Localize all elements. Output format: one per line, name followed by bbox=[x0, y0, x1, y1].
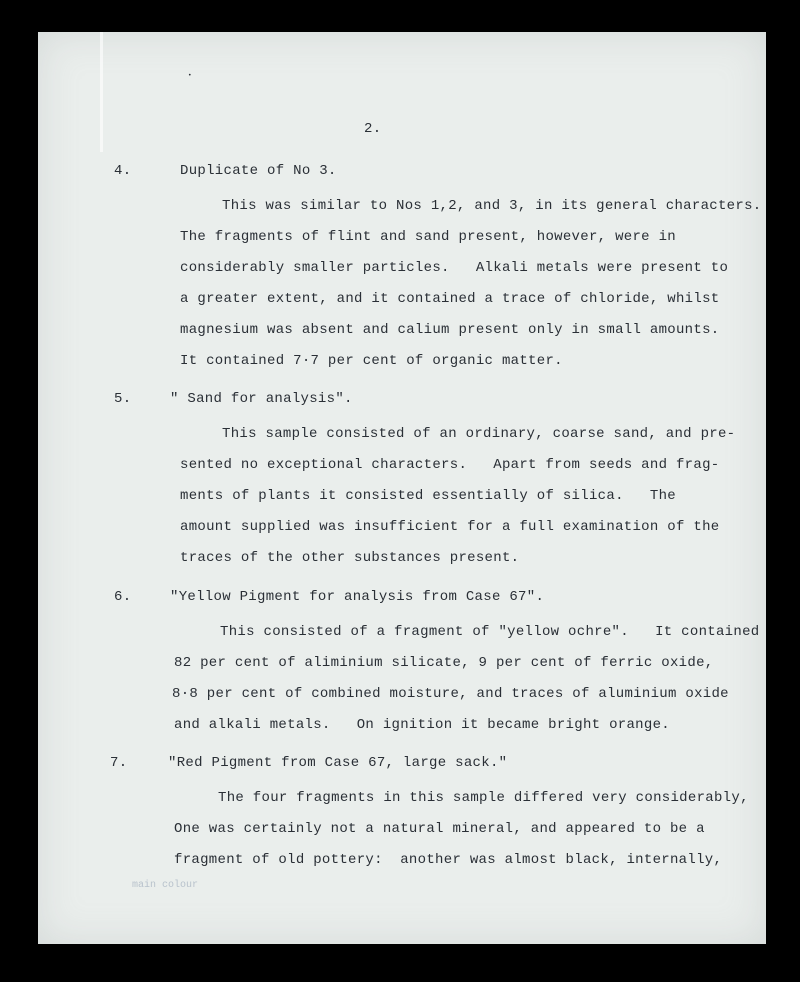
ink-dot: • bbox=[188, 72, 192, 79]
section-4-heading: Duplicate of No 3. bbox=[180, 163, 337, 179]
section-5-number: 5. bbox=[114, 391, 132, 407]
section-7-line: fragment of old pottery: another was almost black, internally, bbox=[174, 852, 723, 868]
section-6-heading: "Yellow Pigment for analysis from Case 67". bbox=[170, 589, 545, 605]
section-4-line: magnesium was absent and calium present only in small amounts. bbox=[180, 322, 720, 338]
section-6-number: 6. bbox=[114, 589, 132, 605]
section-5-line: amount supplied was insufficient for a full examination of the bbox=[180, 519, 720, 535]
section-7-number: 7. bbox=[110, 755, 128, 771]
section-4-line: It contained 7·7 per cent of organic matter. bbox=[180, 353, 563, 369]
page-number: 2. bbox=[364, 121, 382, 137]
section-6-line: 8·8 per cent of combined moisture, and traces of aluminium oxide bbox=[172, 686, 729, 702]
section-4-line: This was similar to Nos 1,2, and 3, in its general characters. bbox=[222, 198, 762, 214]
section-7-heading: "Red Pigment from Case 67, large sack." bbox=[168, 755, 508, 771]
section-6-line: and alkali metals. On ignition it became bright orange. bbox=[174, 717, 670, 733]
show-through-text: main colour bbox=[132, 880, 199, 891]
section-5-heading: " Sand for analysis". bbox=[170, 391, 353, 407]
section-6-line: 82 per cent of aliminium silicate, 9 per cent of ferric oxide, bbox=[174, 655, 714, 671]
section-4-line: a greater extent, and it contained a trace of chloride, whilst bbox=[180, 291, 720, 307]
section-5-line: ments of plants it consisted essentially of silica. The bbox=[180, 488, 676, 504]
typed-document-page bbox=[38, 32, 766, 944]
section-5-line: traces of the other substances present. bbox=[180, 550, 520, 566]
section-5-line: This sample consisted of an ordinary, coarse sand, and pre- bbox=[222, 426, 736, 442]
section-4-number: 4. bbox=[114, 163, 132, 179]
paper-fold-mark bbox=[100, 32, 103, 152]
section-4-line: considerably smaller particles. Alkali metals were present to bbox=[180, 260, 729, 276]
section-7-line: One was certainly not a natural mineral, and appeared to be a bbox=[174, 821, 705, 837]
section-4-line: The fragments of flint and sand present, however, were in bbox=[180, 229, 676, 245]
section-6-line: This consisted of a fragment of "yellow ochre". It contained bbox=[220, 624, 760, 640]
section-5-line: sented no exceptional characters. Apart from seeds and frag- bbox=[180, 457, 720, 473]
section-7-line: The four fragments in this sample differed very considerably, bbox=[218, 790, 749, 806]
